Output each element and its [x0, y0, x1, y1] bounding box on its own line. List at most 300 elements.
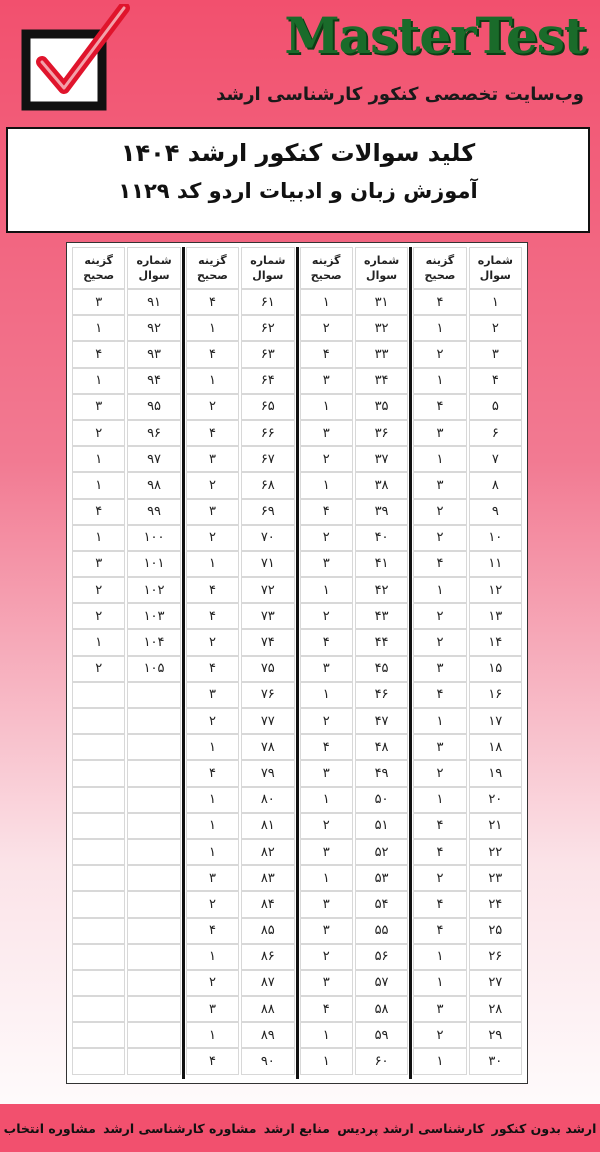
question-number-cell: ۴۸ [355, 734, 408, 760]
answer-key-table [66, 242, 528, 1084]
answer-cell: ۴ [300, 499, 353, 525]
question-number-cell [127, 787, 180, 813]
answer-cell [72, 839, 125, 865]
answer-cell [72, 1022, 125, 1048]
question-number-cell: ۸۰ [241, 787, 294, 813]
question-number-cell: ۱ [469, 289, 522, 315]
table-row [412, 472, 523, 498]
answer-cell: ۱ [413, 315, 466, 341]
answer-column [299, 247, 413, 1079]
table-row [412, 577, 523, 603]
question-number-cell: ۷۲ [241, 577, 294, 603]
answer-cell: ۳ [186, 682, 239, 708]
answer-cell: ۳ [413, 734, 466, 760]
table-row [299, 970, 410, 996]
question-number-cell: ۳۱ [355, 289, 408, 315]
question-number-cell: ۸۹ [241, 1022, 294, 1048]
table-row [71, 394, 182, 420]
table-row [299, 708, 410, 734]
question-number-cell: ۲۱ [469, 813, 522, 839]
question-number-cell: ۱۵ [469, 656, 522, 682]
table-row [412, 446, 523, 472]
question-number-cell [127, 944, 180, 970]
footer-link-manabe[interactable]: منابع ارشد [263, 1120, 330, 1136]
table-row [185, 839, 296, 865]
question-number-cell: ۵۹ [355, 1022, 408, 1048]
question-number-cell: ۸۴ [241, 891, 294, 917]
table-row [71, 420, 182, 446]
answer-cell: ۴ [413, 394, 466, 420]
question-number-cell: ۱۹ [469, 760, 522, 786]
answer-cell [72, 865, 125, 891]
table-row [412, 839, 523, 865]
table-row [412, 970, 523, 996]
table-row [185, 865, 296, 891]
answer-cell: ۳ [186, 865, 239, 891]
question-number-cell: ۲۴ [469, 891, 522, 917]
question-number-cell: ۵۶ [355, 944, 408, 970]
question-number-cell: ۲۹ [469, 1022, 522, 1048]
page-subtitle: آموزش زبان و ادبیات اردو کد ۱۱۲۹ [118, 179, 478, 203]
table-row [71, 813, 182, 839]
question-number-cell: ۸ [469, 472, 522, 498]
table-row [412, 944, 523, 970]
answer-column [412, 247, 523, 1079]
table-row [412, 368, 523, 394]
answer-cell: ۱ [300, 682, 353, 708]
answer-cell: ۱ [186, 839, 239, 865]
table-row [71, 682, 182, 708]
question-number-cell: ۱۶ [469, 682, 522, 708]
question-number-cell: ۳۵ [355, 394, 408, 420]
table-row [412, 289, 523, 315]
answer-cell: ۴ [413, 891, 466, 917]
answer-cell: ۲ [300, 446, 353, 472]
table-row [71, 368, 182, 394]
answer-cell: ۴ [413, 813, 466, 839]
answer-cell: ۲ [413, 603, 466, 629]
table-row [299, 420, 410, 446]
answer-cell: ۲ [413, 865, 466, 891]
question-number-cell: ۷۰ [241, 525, 294, 551]
table-row [412, 1048, 523, 1074]
answer-cell: ۳ [300, 760, 353, 786]
answer-cell: ۳ [72, 551, 125, 577]
question-number-cell: ۴۲ [355, 577, 408, 603]
question-number-cell: ۵۲ [355, 839, 408, 865]
answer-cell: ۴ [186, 577, 239, 603]
answer-cell: ۳ [413, 420, 466, 446]
table-row [299, 368, 410, 394]
table-row [185, 891, 296, 917]
table-row [185, 734, 296, 760]
table-row [185, 551, 296, 577]
table-row [71, 1022, 182, 1048]
answer-cell: ۲ [413, 499, 466, 525]
table-row [71, 708, 182, 734]
answer-cell: ۳ [300, 891, 353, 917]
answer-cell: ۳ [186, 996, 239, 1022]
question-number-cell [127, 839, 180, 865]
question-number-cell: ۳۰ [469, 1048, 522, 1074]
question-number-cell: ۸۷ [241, 970, 294, 996]
answer-cell: ۱ [72, 446, 125, 472]
answer-cell: ۳ [413, 472, 466, 498]
table-row [185, 813, 296, 839]
table-row [185, 341, 296, 367]
title-box [6, 127, 590, 233]
answer-cell: ۴ [300, 629, 353, 655]
table-row [71, 446, 182, 472]
question-number-cell: ۷۸ [241, 734, 294, 760]
table-row [299, 734, 410, 760]
answer-cell: ۴ [300, 341, 353, 367]
table-row [71, 577, 182, 603]
question-number-cell: ۵۵ [355, 918, 408, 944]
question-number-cell: ۴۳ [355, 603, 408, 629]
question-number-cell: ۵۴ [355, 891, 408, 917]
answer-cell [72, 1048, 125, 1074]
table-row [71, 551, 182, 577]
table-row [185, 577, 296, 603]
table-row [299, 813, 410, 839]
table-row [299, 472, 410, 498]
table-row [185, 525, 296, 551]
answer-cell: ۲ [413, 760, 466, 786]
answer-cell: ۲ [72, 603, 125, 629]
table-row [71, 341, 182, 367]
table-row [412, 787, 523, 813]
question-number-cell: ۱۰۴ [127, 629, 180, 655]
question-number-cell: ۹۶ [127, 420, 180, 446]
answer-cell: ۱ [413, 368, 466, 394]
table-row [412, 551, 523, 577]
question-number-cell: ۹۴ [127, 368, 180, 394]
answer-column [71, 247, 185, 1079]
footer-link-moshavere-entekhab[interactable]: مشاوره انتخاب [3, 1120, 96, 1136]
question-number-cell: ۴۴ [355, 629, 408, 655]
question-number-cell: ۲۸ [469, 996, 522, 1022]
table-row [299, 1022, 410, 1048]
table-row [185, 708, 296, 734]
answer-cell: ۱ [413, 577, 466, 603]
answer-cell: ۳ [300, 656, 353, 682]
answer-cell [72, 813, 125, 839]
question-number-cell: ۹۹ [127, 499, 180, 525]
table-row [412, 656, 523, 682]
question-number-cell [127, 970, 180, 996]
brand-name[interactable]: MasterTest [284, 6, 586, 65]
question-number-cell: ۲ [469, 315, 522, 341]
answer-cell: ۱ [413, 1048, 466, 1074]
table-row [299, 996, 410, 1022]
question-number-cell: ۹ [469, 499, 522, 525]
answer-cell [72, 918, 125, 944]
answer-cell: ۲ [300, 315, 353, 341]
header-correct-answer: گزینه صحیح [72, 247, 125, 289]
answer-cell: ۴ [186, 918, 239, 944]
table-row [412, 603, 523, 629]
answer-cell: ۲ [186, 394, 239, 420]
table-row [412, 996, 523, 1022]
footer-link-arshad-bedoon-konkur[interactable]: ارشد بدون کنکور [491, 1120, 597, 1136]
answer-cell: ۱ [300, 394, 353, 420]
question-number-cell: ۳۹ [355, 499, 408, 525]
answer-cell: ۱ [186, 368, 239, 394]
question-number-cell: ۶۰ [355, 1048, 408, 1074]
question-number-cell: ۷۵ [241, 656, 294, 682]
question-number-cell: ۷۳ [241, 603, 294, 629]
answer-cell [72, 996, 125, 1022]
answer-cell: ۲ [413, 1022, 466, 1048]
header-correct-answer: گزینه صحیح [300, 247, 353, 289]
answer-cell: ۳ [186, 446, 239, 472]
question-number-cell: ۱۸ [469, 734, 522, 760]
answer-cell: ۲ [300, 708, 353, 734]
answer-cell: ۲ [186, 525, 239, 551]
question-number-cell [127, 891, 180, 917]
table-row [412, 918, 523, 944]
answer-cell [72, 760, 125, 786]
table-row [299, 760, 410, 786]
answer-cell: ۴ [186, 656, 239, 682]
table-row [412, 682, 523, 708]
question-number-cell: ۶۱ [241, 289, 294, 315]
question-number-cell [127, 682, 180, 708]
footer-link-pardis[interactable]: کارشناسی ارشد پردیس [337, 1120, 485, 1136]
answer-cell: ۱ [300, 577, 353, 603]
question-number-cell: ۴۶ [355, 682, 408, 708]
question-number-cell: ۹۲ [127, 315, 180, 341]
table-row [412, 865, 523, 891]
answer-cell: ۱ [72, 315, 125, 341]
answer-cell: ۲ [186, 708, 239, 734]
table-row [412, 760, 523, 786]
table-row [71, 315, 182, 341]
answer-cell: ۲ [186, 970, 239, 996]
answer-cell: ۱ [300, 1048, 353, 1074]
table-row [71, 970, 182, 996]
logo-checkbox-icon [20, 4, 130, 112]
question-number-cell: ۹۱ [127, 289, 180, 315]
table-row [412, 394, 523, 420]
question-number-cell: ۳۲ [355, 315, 408, 341]
question-number-cell: ۲۲ [469, 839, 522, 865]
table-row [299, 289, 410, 315]
answer-cell: ۱ [186, 944, 239, 970]
answer-cell: ۴ [72, 499, 125, 525]
table-row [71, 918, 182, 944]
answer-cell: ۳ [300, 918, 353, 944]
table-row [185, 315, 296, 341]
question-number-cell: ۹۰ [241, 1048, 294, 1074]
table-row [71, 760, 182, 786]
table-row [299, 787, 410, 813]
answer-cell: ۲ [300, 813, 353, 839]
page-title: کلید سوالات کنکور ارشد ۱۴۰۴ [120, 139, 476, 167]
question-number-cell [127, 813, 180, 839]
table-row [71, 865, 182, 891]
question-number-cell: ۶۷ [241, 446, 294, 472]
question-number-cell: ۵۱ [355, 813, 408, 839]
table-row [299, 499, 410, 525]
table-row [412, 525, 523, 551]
question-number-cell [127, 918, 180, 944]
question-number-cell: ۸۸ [241, 996, 294, 1022]
answer-cell: ۳ [300, 420, 353, 446]
question-number-cell: ۲۵ [469, 918, 522, 944]
question-number-cell: ۳۷ [355, 446, 408, 472]
table-row [71, 996, 182, 1022]
question-number-cell: ۳۸ [355, 472, 408, 498]
question-number-cell: ۱۷ [469, 708, 522, 734]
table-row [412, 1022, 523, 1048]
question-number-cell: ۴۷ [355, 708, 408, 734]
answer-cell: ۲ [300, 944, 353, 970]
answer-cell: ۲ [300, 525, 353, 551]
question-number-cell: ۸۳ [241, 865, 294, 891]
answer-cell [72, 970, 125, 996]
table-row [299, 1048, 410, 1074]
question-number-cell: ۶۵ [241, 394, 294, 420]
table-row [71, 603, 182, 629]
table-row [299, 525, 410, 551]
question-number-cell: ۶۹ [241, 499, 294, 525]
answer-cell: ۳ [300, 970, 353, 996]
question-number-cell: ۴۰ [355, 525, 408, 551]
question-number-cell: ۴۵ [355, 656, 408, 682]
table-row [412, 629, 523, 655]
header-question-number: شماره سوال [127, 247, 180, 289]
question-number-cell: ۵۷ [355, 970, 408, 996]
answer-cell: ۱ [300, 1022, 353, 1048]
answer-cell: ۱ [186, 315, 239, 341]
table-row [299, 341, 410, 367]
table-row [185, 394, 296, 420]
answer-cell: ۳ [300, 551, 353, 577]
question-number-cell: ۶ [469, 420, 522, 446]
answer-cell: ۲ [186, 472, 239, 498]
question-number-cell: ۱۰۵ [127, 656, 180, 682]
question-number-cell [127, 996, 180, 1022]
question-number-cell: ۱۰ [469, 525, 522, 551]
answer-cell: ۲ [72, 577, 125, 603]
question-number-cell: ۶۶ [241, 420, 294, 446]
table-row [185, 760, 296, 786]
answer-cell: ۴ [413, 289, 466, 315]
table-row [299, 891, 410, 917]
answer-cell: ۴ [300, 734, 353, 760]
answer-cell: ۴ [186, 760, 239, 786]
table-row [412, 708, 523, 734]
table-row [71, 787, 182, 813]
question-number-cell [127, 865, 180, 891]
table-row [71, 944, 182, 970]
answer-cell: ۱ [186, 551, 239, 577]
question-number-cell: ۴۹ [355, 760, 408, 786]
question-number-cell: ۶۸ [241, 472, 294, 498]
table-row [71, 499, 182, 525]
question-number-cell: ۹۸ [127, 472, 180, 498]
answer-cell: ۲ [300, 603, 353, 629]
answer-cell: ۳ [413, 996, 466, 1022]
footer-link-moshavere-arshad[interactable]: مشاوره کارشناسی ارشد [103, 1120, 257, 1136]
answer-cell [72, 708, 125, 734]
question-number-cell: ۷۹ [241, 760, 294, 786]
question-number-cell: ۵ [469, 394, 522, 420]
answer-cell [72, 944, 125, 970]
answer-cell: ۲ [413, 341, 466, 367]
answer-cell: ۱ [186, 787, 239, 813]
question-number-cell: ۷۴ [241, 629, 294, 655]
answer-cell: ۳ [72, 289, 125, 315]
question-number-cell: ۲۰ [469, 787, 522, 813]
question-number-cell: ۷ [469, 446, 522, 472]
question-number-cell: ۹۷ [127, 446, 180, 472]
table-row [412, 420, 523, 446]
question-number-cell: ۳۴ [355, 368, 408, 394]
question-number-cell: ۱۴ [469, 629, 522, 655]
table-row [185, 682, 296, 708]
answer-cell [72, 891, 125, 917]
question-number-cell: ۹۵ [127, 394, 180, 420]
answer-cell: ۴ [72, 341, 125, 367]
table-row [299, 315, 410, 341]
answer-cell: ۲ [72, 656, 125, 682]
question-number-cell [127, 760, 180, 786]
question-number-cell: ۸۵ [241, 918, 294, 944]
table-row [185, 1022, 296, 1048]
header-question-number: شماره سوال [241, 247, 294, 289]
answer-cell: ۱ [186, 734, 239, 760]
answer-key-grid [71, 247, 523, 1079]
table-row [185, 289, 296, 315]
table-row [412, 734, 523, 760]
answer-cell: ۱ [413, 787, 466, 813]
header-row [412, 247, 523, 289]
answer-cell: ۴ [186, 289, 239, 315]
table-row [185, 603, 296, 629]
table-row [71, 1048, 182, 1074]
answer-cell: ۱ [186, 813, 239, 839]
table-row [299, 551, 410, 577]
answer-cell: ۲ [413, 629, 466, 655]
table-row [299, 629, 410, 655]
table-row [299, 394, 410, 420]
header-question-number: شماره سوال [469, 247, 522, 289]
table-row [185, 368, 296, 394]
question-number-cell [127, 1022, 180, 1048]
question-number-cell: ۸۶ [241, 944, 294, 970]
table-row [185, 787, 296, 813]
question-number-cell: ۳ [469, 341, 522, 367]
answer-cell: ۱ [186, 1022, 239, 1048]
header-row [71, 247, 182, 289]
answer-cell: ۳ [413, 656, 466, 682]
tagline: وب‌سایت تخصصی کنکور کارشناسی ارشد [216, 84, 584, 105]
table-row [299, 603, 410, 629]
question-number-cell: ۶۳ [241, 341, 294, 367]
table-row [71, 734, 182, 760]
table-row [185, 970, 296, 996]
answer-cell: ۴ [186, 341, 239, 367]
table-row [185, 944, 296, 970]
answer-cell: ۱ [72, 525, 125, 551]
answer-cell: ۱ [413, 944, 466, 970]
answer-cell: ۱ [300, 472, 353, 498]
table-row [299, 577, 410, 603]
answer-cell: ۳ [300, 839, 353, 865]
